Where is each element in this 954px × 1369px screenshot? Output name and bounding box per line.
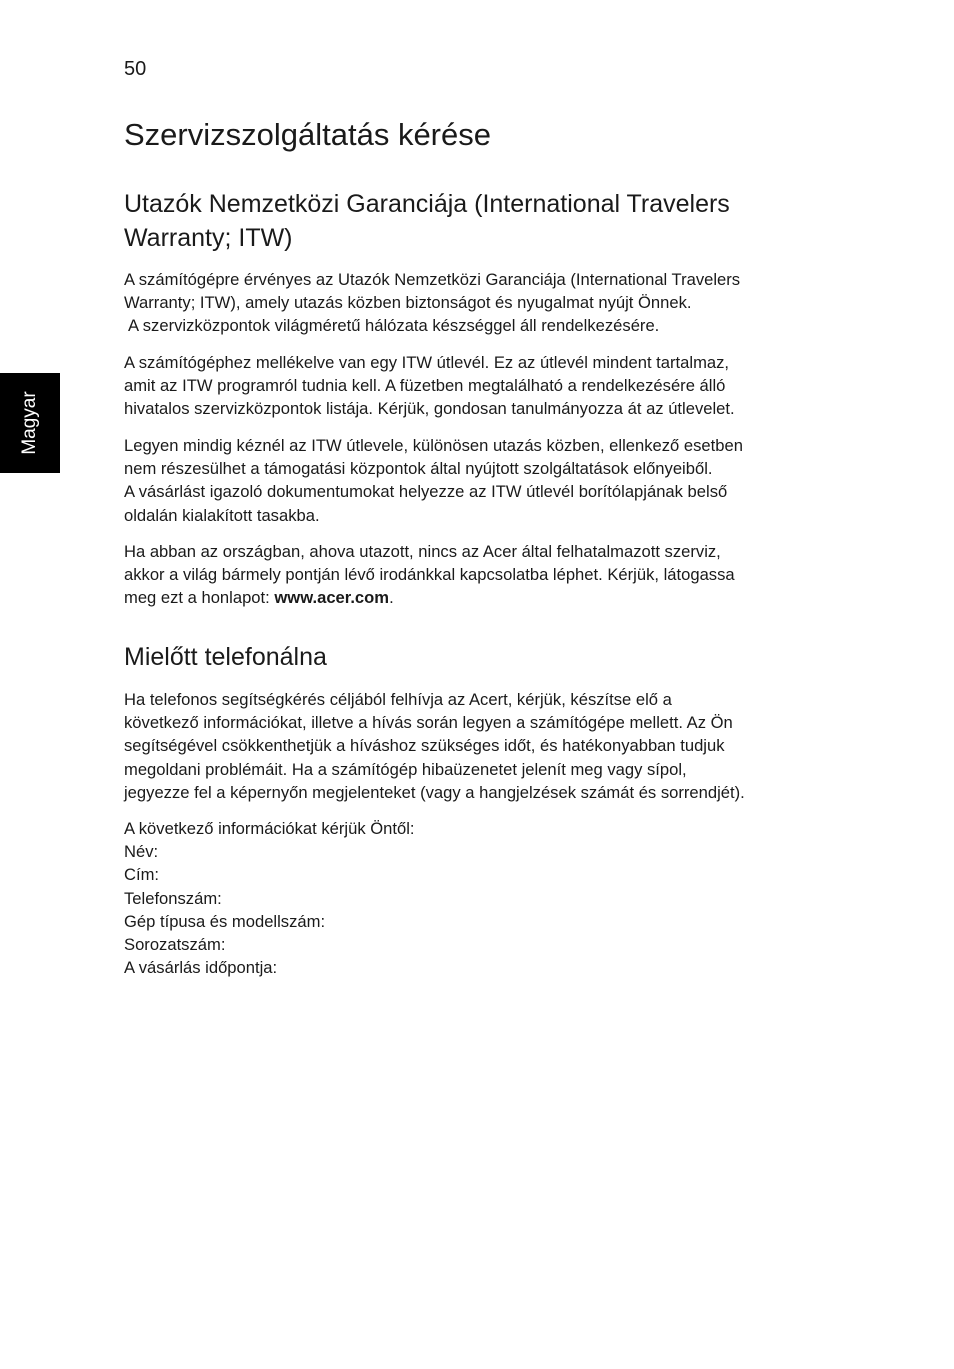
text-line: oldalán kialakított tasakba. [124,505,320,525]
text-fragment: . [389,588,394,608]
page-title: Szervizszolgáltatás kérése [124,117,491,152]
list-item: Név: [124,842,159,862]
list-item: Cím: [124,865,160,885]
required-info-list [124,817,824,979]
text-line: Ha abban az országban, ahova utazott, nincs az Acer által felhatalmazott szerviz, [124,542,721,561]
language-side-tab [0,373,60,473]
text-line: amit az ITW programról tudnia kell. A füzetben megtalálható a rendelkezésére álló [124,376,726,396]
itw-section-heading [124,187,824,255]
text-line: hivatalos szervizközpontok listája. Kérjük, gondosan tanulmányozza át az útlevelet. [124,399,735,419]
text-line: Ha telefonos segítségkérés céljából felhívja az Acert, kérjük, készítse elő a [124,690,672,709]
text-line: akkor a világ bármely pontján lévő irodánkkal kapcsolatba léphet. Kérjük, látogassa [124,565,735,585]
itw-paragraph-3 [124,434,824,527]
list-item: Sorozatszám: [124,935,226,955]
text-line: következő információkat, illetve a hívás során legyen a számítógépe mellett. Az Ön [124,713,733,733]
text-line: A számítógéphez mellékelve van egy ITW útlevél. Ez az útlevél mindent tartalmaz, [124,353,730,372]
list-item: A vásárlás időpontja: [124,958,278,978]
page-number: 50 [124,58,147,80]
language-side-tab-label: Magyar [19,391,40,455]
heading-line: Warranty; ITW) [124,224,293,252]
text-line: Legyen mindig kéznél az ITW útlevele, különösen utazás közben, ellenkező esetben [124,436,743,455]
text-line: A számítógépre érvényes az Utazók Nemzetközi Garanciája (International Travelers [124,270,741,289]
text-fragment: meg ezt a honlapot: [124,588,275,608]
text-line: Warranty; ITW), amely utazás közben biztonságot és nyugalmat nyújt Önnek. [124,293,692,313]
list-item: Telefonszám: [124,888,222,908]
text-line: jegyezze fel a képernyőn megjelenteket (vagy a hangjelzések számát és sorrendjét). [124,782,745,802]
itw-paragraph-1 [124,268,824,338]
text-line: nem részesülhet a támogatási központok által nyújtott szolgáltatások előnyeiből. [124,459,713,479]
text-line: A szervizközpontok világméretű hálózata készséggel áll rendelkezésére. [128,316,660,336]
itw-paragraph-2 [124,351,824,421]
text-line: megoldani problémáit. Ha a számítógép hibaüzenetet jelenít meg vagy sípol, [124,759,687,779]
text-line: segítségével csökkenthetjük a híváshoz szükséges időt, és hatékonyabban tudjuk [124,736,725,756]
text-line: A vásárlást igazoló dokumentumokat helyezze az ITW útlevél borítólapjának belső [124,482,728,502]
acer-website-link[interactable]: www.acer.com [274,588,390,608]
heading-line: Utazók Nemzetközi Garanciája (International Travelers [124,190,730,218]
list-intro: A következő információkat kérjük Öntől: [124,819,415,838]
before-calling-heading: Mielőtt telefonálna [124,643,327,671]
list-item: Gép típusa és modellszám: [124,911,326,931]
before-calling-paragraph [124,688,824,804]
itw-paragraph-4 [124,540,824,610]
text-line [124,586,824,609]
